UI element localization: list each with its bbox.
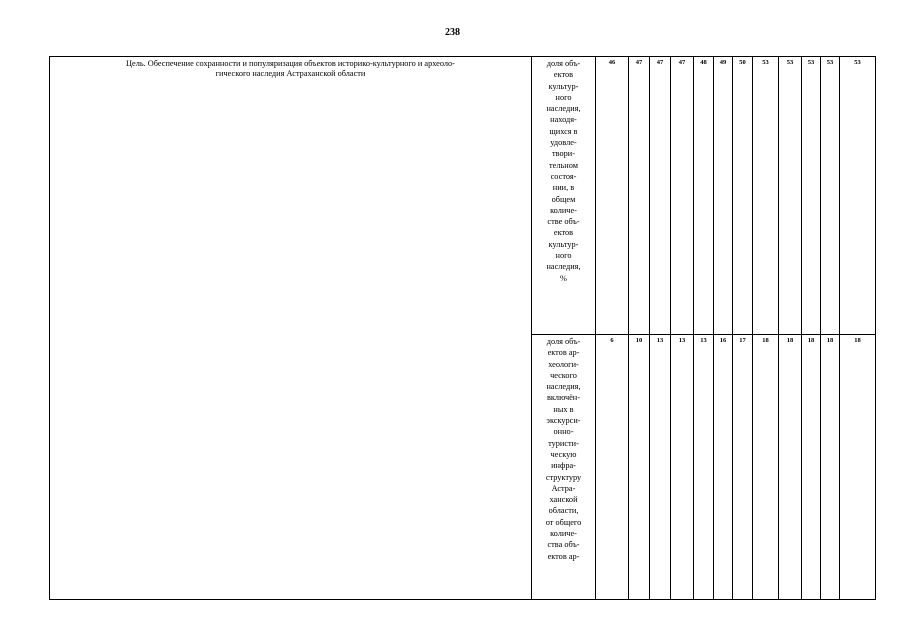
value-cell: 47 — [650, 57, 671, 335]
goal-line: Цель. Обеспечение сохранности и популяризация объектов историко-культурного и археоло- — [126, 59, 455, 68]
indicator-line: наследия, — [546, 104, 581, 114]
goal-cell — [50, 57, 532, 600]
value-cell: 18 — [840, 335, 876, 600]
indicator-line: инфра- — [551, 461, 576, 471]
indicator-line: экскурси- — [546, 416, 581, 426]
indicator-line: доля объ- — [546, 59, 581, 68]
value-cell: 18 — [802, 335, 821, 600]
indicator-line: ектов — [553, 228, 574, 238]
indicator-line: общем — [551, 194, 576, 204]
indicator-line: туристи- — [548, 438, 579, 448]
goal-line: гического наследия Астраханской области — [215, 69, 366, 78]
indicator-line: % — [560, 273, 567, 283]
indicator-line: наследия, — [546, 382, 581, 392]
value-cell: 53 — [802, 57, 821, 335]
indicator-line: твори- — [552, 149, 575, 159]
value-cell: 50 — [733, 57, 753, 335]
value-cell: 13 — [650, 335, 671, 600]
indicator-line: удовле- — [550, 138, 577, 148]
indicator-line: щихся в — [549, 126, 578, 136]
value-cell: 10 — [629, 335, 650, 600]
indicator-line: культур- — [548, 81, 579, 91]
value-cell: 16 — [714, 335, 733, 600]
indicator-line: количе- — [550, 529, 577, 539]
value-cell: 18 — [779, 335, 802, 600]
indicator-line: ектов ар- — [547, 551, 580, 561]
indicator-line: ческого — [550, 370, 577, 380]
value-cell: 13 — [671, 335, 694, 600]
indicator-line: ектов — [553, 70, 574, 80]
indicator-line: тельном — [549, 160, 578, 170]
indicator-line: количе- — [550, 205, 577, 215]
value-cell: 53 — [821, 57, 840, 335]
indicator-line: ства объ- — [547, 540, 580, 550]
indicator-line: онно- — [553, 427, 574, 437]
indicator-line: включён- — [546, 393, 581, 403]
indicator-line: ных в — [553, 404, 574, 414]
indicator-line: культур- — [548, 239, 579, 249]
value-cell: 49 — [714, 57, 733, 335]
value-cell: 18 — [821, 335, 840, 600]
indicator-line: ного — [555, 92, 572, 102]
indicator-line: доля объ- — [546, 337, 581, 346]
table-row — [50, 57, 876, 335]
indicator-line: ханской — [549, 495, 578, 505]
indicator-line: состоя- — [550, 171, 577, 181]
value-cell: 13 — [694, 335, 714, 600]
value-cell: 18 — [753, 335, 779, 600]
indicator-line: наследия, — [546, 262, 581, 272]
indicator-line: области, — [548, 506, 579, 516]
indicator-line: ческую — [550, 449, 577, 459]
value-cell: 53 — [753, 57, 779, 335]
value-cell: 48 — [694, 57, 714, 335]
indicator-line: нии, в — [552, 183, 575, 193]
indicator-line: Астра- — [551, 483, 576, 493]
value-cell: 53 — [779, 57, 802, 335]
value-cell: 46 — [596, 57, 629, 335]
value-cell: 53 — [840, 57, 876, 335]
indicator-line: стве объ- — [547, 217, 580, 227]
indicator-name-cell — [532, 57, 596, 335]
indicator-line: ектов ар- — [547, 348, 580, 358]
indicator-line: структуру — [545, 472, 582, 482]
value-cell: 47 — [629, 57, 650, 335]
page-number: 238 — [445, 27, 460, 38]
indicators-table — [49, 56, 876, 600]
value-cell: 47 — [671, 57, 694, 335]
indicator-name-cell — [532, 335, 596, 600]
indicator-line: находя- — [550, 115, 577, 125]
indicator-line: ного — [555, 251, 572, 261]
value-cell: 17 — [733, 335, 753, 600]
indicator-line: хеологи- — [548, 359, 579, 369]
indicator-line: от общего — [545, 517, 582, 527]
value-cell: 6 — [596, 335, 629, 600]
